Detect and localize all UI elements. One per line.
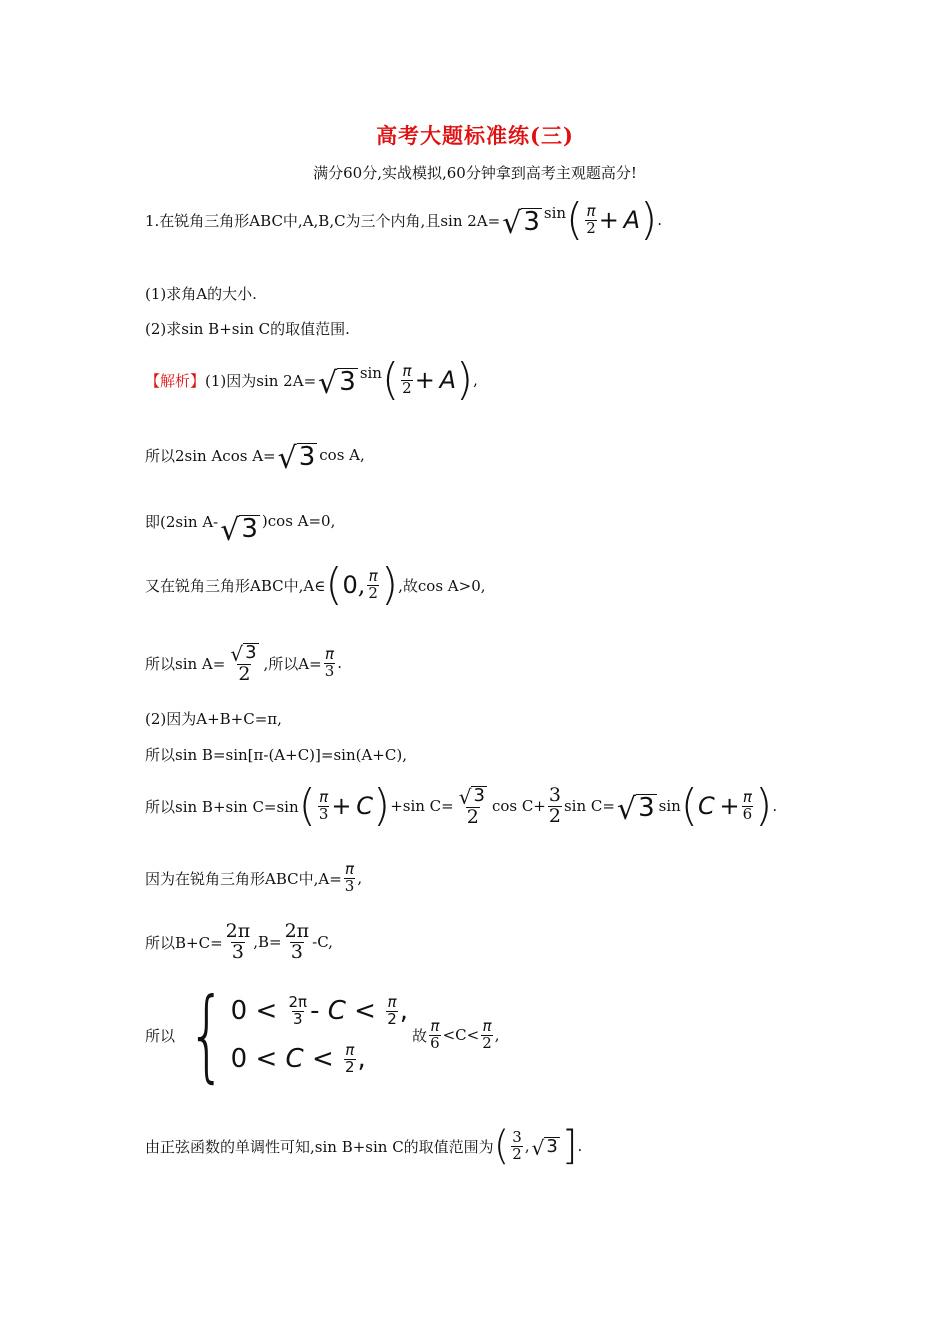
fraction: $\frac{\pi}{2}$ bbox=[482, 1016, 492, 1052]
fraction: $\frac{\pi}{2}$ bbox=[345, 1040, 355, 1076]
page-title: 高考大题标准练(三) bbox=[376, 123, 574, 148]
solution-line-12: 由正弦函数的单调性可知,sin B+sin C的取值范围为 ( $\frac{3}{2}$ , √ 3 ] . bbox=[145, 1123, 583, 1169]
solution-line-9: 因为在锐角三角形ABC中,A= $\frac{\pi}{3}$ , bbox=[145, 860, 363, 895]
inequality-system: 0 < $\frac{2\pi}{3}$ - C < $\frac{\pi}{2}$ , 0 < C < $\frac{\pi}{2}$ , bbox=[230, 992, 409, 1076]
fraction: $\frac{\pi}{6}$ bbox=[430, 1016, 440, 1052]
fraction: $\frac{\pi}{2}$ bbox=[368, 566, 378, 602]
fraction: $\frac{3}{2}$ bbox=[548, 783, 561, 827]
fraction: $\frac{\pi}{3}$ bbox=[344, 860, 355, 895]
solution-line-4: 又在锐角三角形ABC中,A∈ ( 0 , $\frac{\pi}{2}$ ) ,故cos A>0, bbox=[145, 559, 486, 610]
solution-line-8: 所以sin B+sin C=sin ( $\frac{\pi}{3}$ + C ) +sin C= √ 3 2 cos C+ $\frac{3}{2}$ sin C= √ 3 sin ( C + $\frac{\pi}{6}$ ) . bbox=[145, 780, 778, 831]
solution-line-1: 【解析】 (1)因为sin 2A= √ 3 sin ( $\frac{\pi}{2}$ + A ) , bbox=[145, 354, 478, 405]
fraction: $\frac{2\pi}{3}$ bbox=[225, 920, 251, 963]
solution-line-11: 所以 { 0 < $\frac{2\pi}{3}$ - C < $\frac{\pi}{2}$ , 0 < C < $\frac{\pi}{2}$ , 故 $\frac{\pi}{6}$ <C< $\frac{\pi}{2}$ , bbox=[145, 976, 500, 1093]
analysis-tag: 【解析】 bbox=[145, 371, 206, 390]
fraction-sqrt3-over-2: √ 3 2 bbox=[230, 642, 257, 685]
fraction: $\frac{\pi}{2}$ bbox=[586, 201, 596, 237]
sqrt-3: √ 3 bbox=[277, 441, 316, 476]
fraction: $\frac{\pi}{3}$ bbox=[324, 645, 335, 680]
solution-line-10: 所以B+C= $\frac{2\pi}{3}$ ,B= $\frac{2\pi}{3}$ -C, bbox=[145, 920, 333, 963]
sqrt-3: √ 3 bbox=[531, 1136, 558, 1160]
solution-line-2: 所以2sin Acos A= √ 3 cos A, bbox=[145, 441, 365, 476]
question-part-1: (1)求角A的大小. bbox=[145, 285, 257, 303]
fraction: $\frac{\pi}{2}$ bbox=[387, 992, 397, 1028]
sqrt-3: √ 3 bbox=[318, 366, 356, 401]
question-part-2: (2)求sin B+sin C的取值范围. bbox=[145, 320, 350, 338]
fraction: $\frac{2\pi}{3}$ bbox=[284, 920, 310, 963]
fraction: $\frac{\pi}{3}$ bbox=[318, 787, 329, 823]
question-stem: 1.在锐角三角形ABC中,A,B,C为三个内角,且sin 2A= √ 3 sin ( $\frac{\pi}{2}$ + A ) . bbox=[145, 194, 663, 245]
sqrt-3: √ 3 bbox=[220, 513, 258, 548]
left-brace: { bbox=[187, 976, 226, 1093]
solution-line-7: 所以sin B=sin[π-(A+C)]=sin(A+C), bbox=[145, 746, 407, 764]
fraction: $\frac{\pi}{2}$ bbox=[402, 361, 412, 397]
fraction-sqrt3-over-2: √ 3 2 bbox=[458, 784, 485, 828]
page-subtitle: 满分60分,实战模拟,60分钟拿到高考主观题高分! bbox=[313, 164, 637, 182]
fraction: $\frac{2\pi}{3}$ bbox=[288, 992, 308, 1028]
solution-line-3: 即(2sin A- √ 3 )cos A=0, bbox=[145, 512, 336, 548]
sqrt-3: √ 3 bbox=[616, 792, 655, 827]
sqrt-3: √ 3 bbox=[502, 206, 540, 241]
fraction: $\frac{3}{2}$ bbox=[512, 1127, 522, 1163]
fraction: $\frac{\pi}{6}$ bbox=[742, 787, 753, 823]
solution-line-5: 所以sin A= √ 3 2 ,所以A= $\frac{\pi}{3}$ . bbox=[145, 642, 343, 685]
solution-line-6: (2)因为A+B+C=π, bbox=[145, 710, 282, 728]
